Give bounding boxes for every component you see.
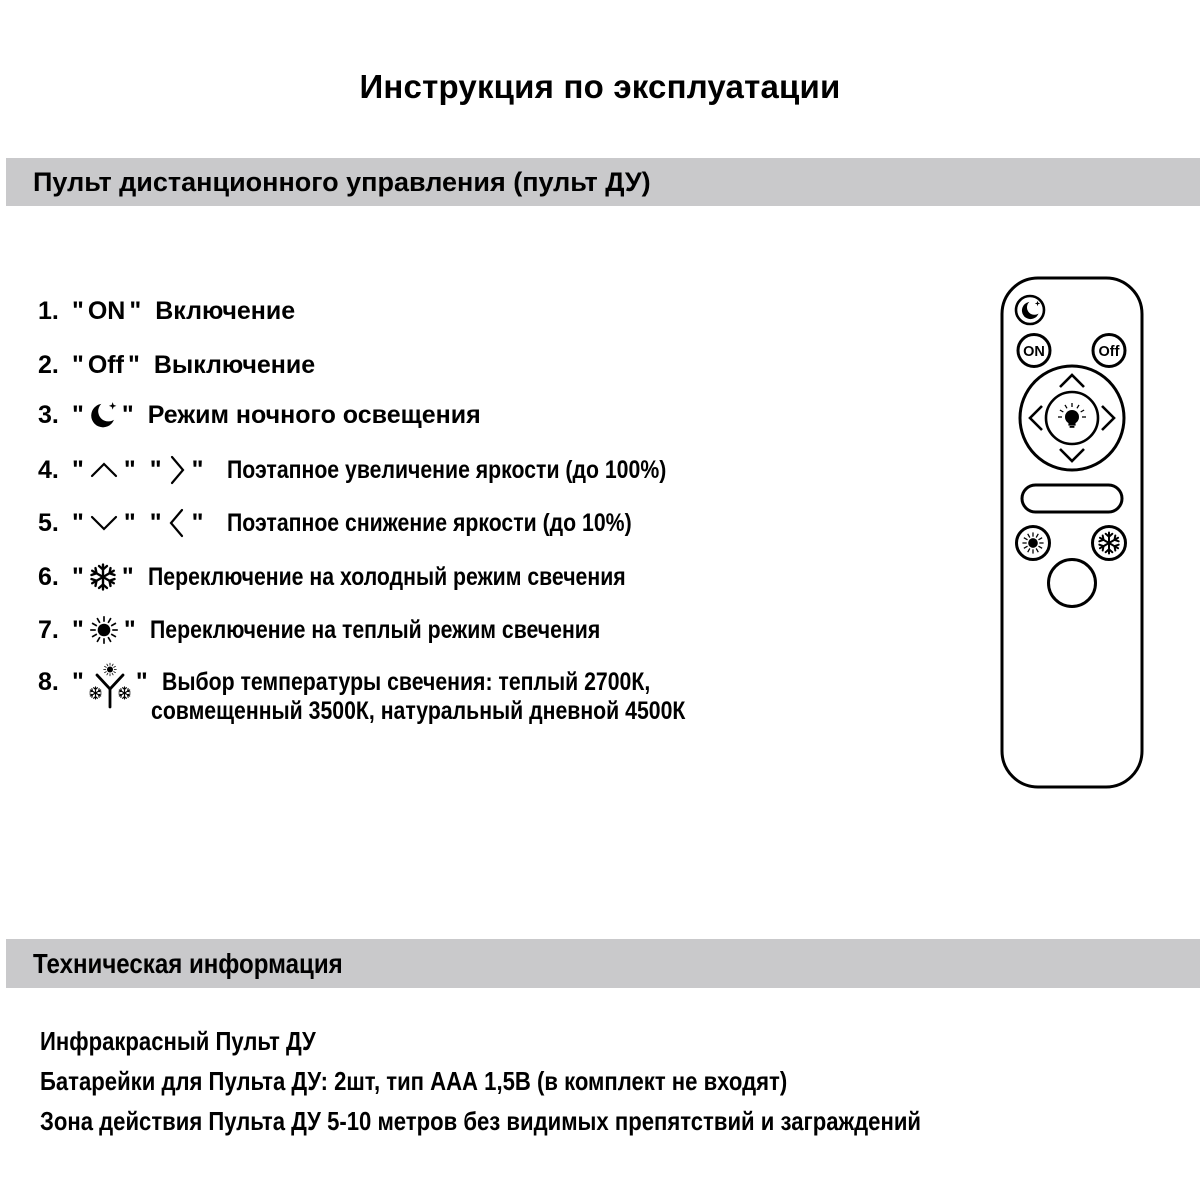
quote-mark: " [72,296,84,325]
chevron-up-icon [88,459,120,481]
quote-mark: " [72,562,84,591]
tech-info-line: Инфракрасный Пульт ДУ [40,1026,316,1056]
item-number: 1. [38,296,59,325]
section-header-tech [6,939,1200,988]
light-bulb-icon [1058,403,1086,428]
quote-mark: " [72,400,84,429]
snowflake-icon [88,562,118,592]
chevron-right-icon [166,453,188,487]
quote-mark: " [191,455,204,484]
item-number: 5. [38,508,59,537]
quote-mark: " [72,615,84,644]
list-item-2 [38,348,315,382]
quote-mark: " [123,508,136,537]
sun-icon [1022,532,1043,553]
color-temperature-icon [88,652,132,712]
chevron-down-icon [88,512,120,534]
brightness-dpad [1020,366,1124,470]
list-item-7 [38,613,679,647]
page-title: Инструкция по эксплуатации [359,68,841,105]
item-description: Режим ночного освещения [147,400,481,429]
item-number: 2. [38,350,59,379]
quote-mark: " [129,296,142,325]
quote-mark: " [121,562,134,591]
chevron-left-icon [166,506,188,540]
item-description: Переключение на холодный режим свечения [147,562,626,591]
section-header-tech-label: Техническая информация [33,947,343,979]
item-description: Переключение на теплый режим свечения [149,615,600,644]
snowflake-icon [1098,533,1120,554]
crescent-moon-icon [1022,301,1040,319]
warm-mode-button [1017,527,1050,560]
quote-mark: " [149,508,162,537]
quote-mark: " [123,615,136,644]
cold-mode-button [1093,527,1126,560]
quote-mark: " [72,667,84,696]
list-item-5 [38,506,704,540]
section-header-remote-label: Пульт дистанционного управления (пульт ДУ) [33,166,651,197]
round-button [1049,560,1096,607]
item-description-line2: совмещенный 3500К, натуральный дневной 4500К [151,697,686,725]
item-number: 3. [38,400,59,429]
item-number: 6. [38,562,59,591]
list-item-8 [38,665,736,699]
section-header-remote [6,158,1200,206]
list-item-6 [38,560,710,594]
quote-mark: " [149,455,162,484]
list-item-4 [38,453,744,487]
remote-illustration [985,265,1165,800]
dpad-chevron-up-icon [1060,375,1084,387]
sun-icon [88,614,120,646]
quote-mark: " [191,508,204,537]
off-button [1093,335,1125,367]
dpad-chevron-down-icon [1060,449,1084,461]
quote-mark: " [123,455,136,484]
item-description: Поэтапное снижение яркости (до 10%) [227,508,633,537]
button-name-off: Off [87,350,124,379]
tech-info-line: Батарейки для Пульта ДУ: 2шт, тип ААА 1,5В (в комплект не входят) [40,1066,788,1096]
crescent-moon-icon [88,400,118,430]
item-description: Выбор температуры свечения: теплый 2700К, [161,667,650,696]
on-button [1018,335,1050,367]
quote-mark: " [72,508,84,537]
item-description: Включение [155,296,296,325]
quote-mark: " [121,400,134,429]
item-number: 7. [38,615,59,644]
item-description: Выключение [153,350,316,379]
quote-mark: " [127,350,140,379]
quote-mark: " [135,667,148,696]
off-button-label: Off [1098,344,1120,360]
on-button-label: ON [1023,344,1045,360]
quote-mark: " [72,350,84,379]
list-item-3 [38,398,481,432]
button-name-on: ON [87,296,126,325]
list-item-1 [38,294,295,328]
tech-info-line: Зона действия Пульта ДУ 5-10 метров без видимых препятствий и заграждений [40,1106,921,1136]
item-number: 4. [38,455,59,484]
dpad-chevron-right-icon [1102,406,1114,430]
item-description: Поэтапное увеличение яркости (до 100%) [227,455,667,484]
item-number: 8. [38,667,59,696]
night-mode-button [1016,296,1044,324]
quote-mark: " [72,455,84,484]
display-window [1022,485,1122,512]
dpad-chevron-left-icon [1030,406,1042,430]
